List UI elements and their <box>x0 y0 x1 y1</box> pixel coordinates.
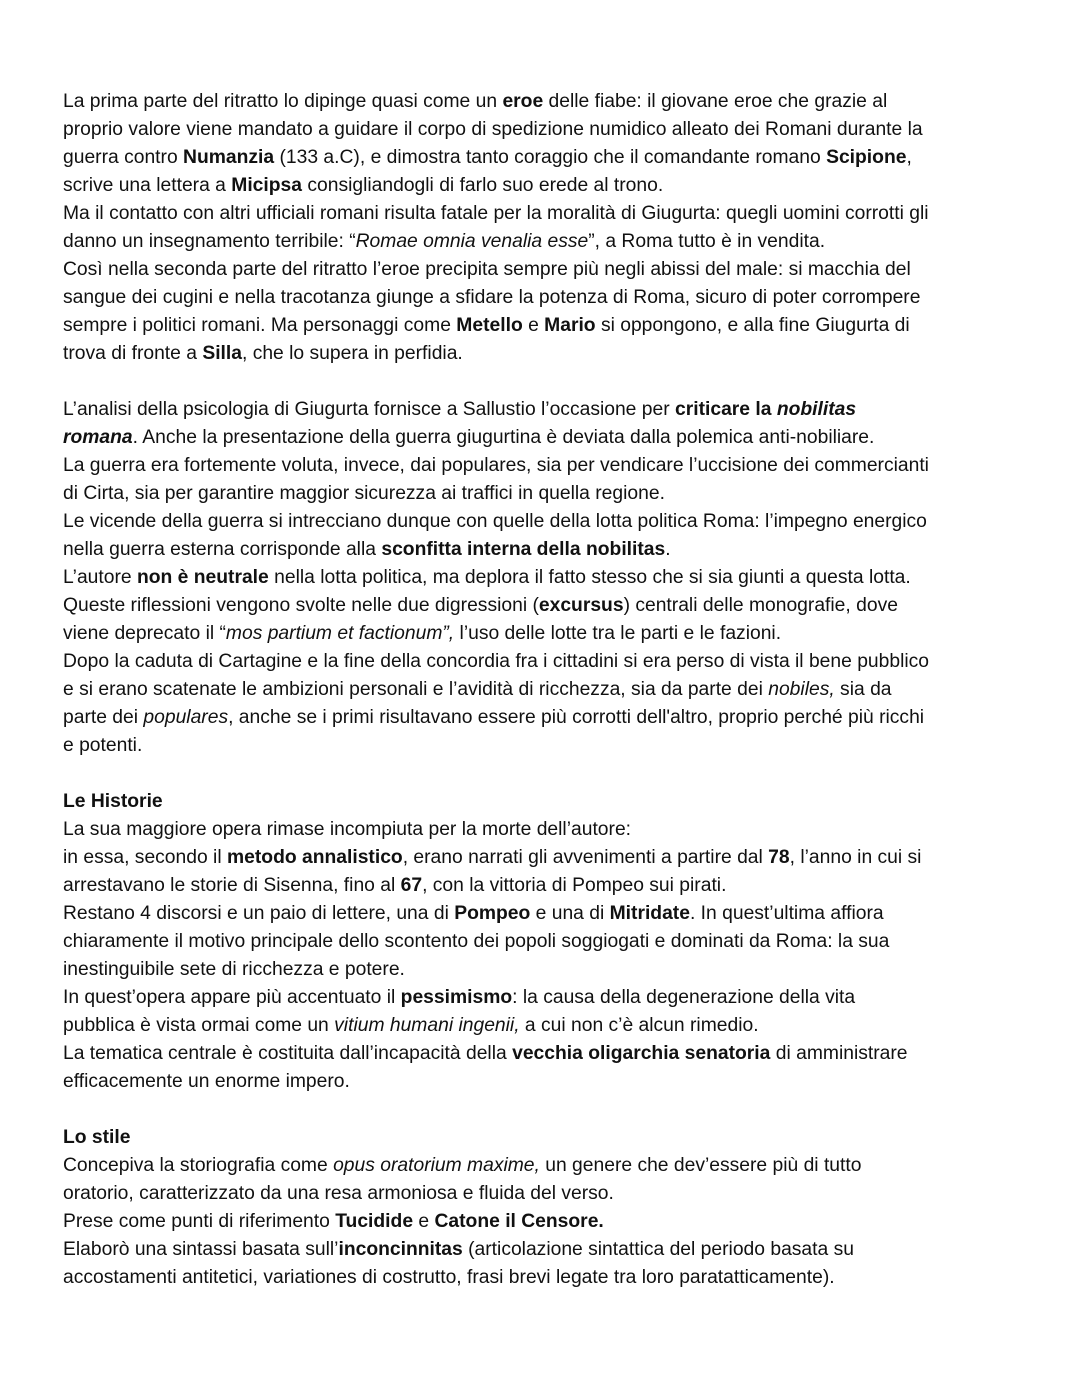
bold-text: excursus <box>538 595 624 616</box>
text-run: : la causa della degenerazione della vita <box>512 987 856 1008</box>
text-run: inestinguibile sete di ricchezza e potere. <box>63 959 405 980</box>
text-run: Ma il contatto con altri ufficiali romani risulta fatale per la moralità di Giugurta: quegli uomini corrotti gli <box>63 203 929 224</box>
text-run: pubblica è vista ormai come un <box>63 1015 335 1036</box>
text-run: , con la vittoria di Pompeo sui pirati. <box>422 875 727 896</box>
bold-text: 78 <box>768 847 790 868</box>
bold-text: criticare la <box>675 399 777 420</box>
text-run: l’uso delle lotte tra le parti e le fazioni. <box>454 623 782 644</box>
text-line <box>63 508 1023 536</box>
blank-line <box>63 368 1023 396</box>
text-run: (articolazione sintattica del periodo basata su <box>462 1239 854 1260</box>
text-run: delle fiabe: il giovane eroe che grazie al <box>543 91 888 112</box>
text-run: Così nella seconda parte del ritratto l’eroe precipita sempre più negli abissi del male: si macchia del <box>63 259 911 280</box>
text-run: consigliandogli di farlo suo erede al trono. <box>302 175 664 196</box>
text-line <box>63 480 1023 508</box>
bold-text: Numanzia <box>183 147 275 168</box>
text-line <box>63 1152 1023 1180</box>
text-run: Elaborò una sintassi basata sull’ <box>63 1239 339 1260</box>
text-run: L’autore <box>63 567 137 588</box>
bold-text: metodo annalistico <box>227 847 403 868</box>
text-run: e una di <box>530 903 610 924</box>
text-run: viene deprecato il “ <box>63 623 226 644</box>
text-run: e <box>413 1211 435 1232</box>
text-run: parte dei <box>63 707 144 728</box>
text-run: Dopo la caduta di Cartagine e la fine della concordia fra i cittadini si era perso di vista il bene pubblico <box>63 651 930 672</box>
text-run: proprio valore viene mandato a guidare il corpo di spedizione numidico alleato dei Romani durante la <box>63 119 923 140</box>
bold-text: Catone il Censore. <box>434 1211 604 1232</box>
text-run: di amministrare <box>770 1043 908 1064</box>
bold-text: Lo stile <box>63 1127 131 1148</box>
text-run: arrestavano le storie di Sisenna, fino al <box>63 875 401 896</box>
text-run: L’analisi della psicologia di Giugurta fornisce a Sallustio l’occasione per <box>63 399 675 420</box>
bold-text: non è neutrale <box>136 567 269 588</box>
text-line <box>63 312 1023 340</box>
text-run: ”, a Roma tutto è in vendita. <box>588 231 826 252</box>
text-line <box>63 956 1023 984</box>
italic-text: mos partium et factionum”, <box>225 623 455 644</box>
text-run: ) centrali delle monografie, dove <box>623 595 898 616</box>
bold-text: Metello <box>456 315 523 336</box>
text-run: nella guerra esterna corrisponde alla <box>63 539 382 560</box>
text-run: si oppongono, e alla fine Giugurta di <box>595 315 910 336</box>
bold-text: pessimismo <box>400 987 513 1008</box>
text-run: efficacemente un enorme impero. <box>63 1071 350 1092</box>
text-run: Prese come punti di riferimento <box>63 1211 336 1232</box>
bold-text: Scipione <box>826 147 907 168</box>
text-line <box>63 1236 1023 1264</box>
text-run: nella lotta politica, ma deplora il fatto stesso che si sia giunti a questa lotta. <box>268 567 911 588</box>
document-page <box>63 88 1023 1292</box>
bold-text: eroe <box>502 91 544 112</box>
italic-text: opus oratorium maxime, <box>333 1155 540 1176</box>
text-run: , l’anno in cui si <box>789 847 922 868</box>
text-run: , che lo supera in perfidia. <box>241 343 463 364</box>
bold-text: Pompeo <box>454 903 531 924</box>
text-line <box>63 564 1023 592</box>
text-run: , anche se i primi risultavano essere più corrotti dell'altro, proprio perché più ricchi <box>228 707 925 728</box>
text-run: Concepiva la storiografia come <box>63 1155 334 1176</box>
italic-text: vitium humani ingenii, <box>334 1015 520 1036</box>
bold-text: Le Historie <box>63 791 163 812</box>
text-line <box>63 144 1023 172</box>
text-run: trova di fronte a <box>63 343 203 364</box>
text-line <box>63 1264 1023 1292</box>
text-run: a cui non c’è alcun rimedio. <box>519 1015 759 1036</box>
bold-text: Silla <box>202 343 242 364</box>
text-line <box>63 1180 1023 1208</box>
text-line <box>63 88 1023 116</box>
text-line <box>63 1040 1023 1068</box>
blank-line <box>63 760 1023 788</box>
text-run: , <box>906 147 912 168</box>
text-run: di Cirta, sia per garantire maggior sicurezza ai traffici in quella regione. <box>63 483 665 504</box>
text-run: . <box>665 539 671 560</box>
italic-text: populares <box>143 707 229 728</box>
text-run: sangue dei cugini e nella tracotanza giunge a sfidare la potenza di Roma, sicuro di poter corrompere <box>63 287 921 308</box>
bold-text: vecchia oligarchia senatoria <box>512 1043 771 1064</box>
text-run: La prima parte del ritratto lo dipinge quasi come un <box>63 91 503 112</box>
text-line <box>63 676 1023 704</box>
text-line <box>63 1012 1023 1040</box>
text-run: chiaramente il motivo principale dello scontento dei popoli soggiogati e dominati da Roma: la sua <box>63 931 890 952</box>
text-run: guerra contro <box>63 147 184 168</box>
text-line <box>63 648 1023 676</box>
italic-text: Romae omnia venalia esse <box>355 231 589 252</box>
section-heading <box>63 1124 1023 1152</box>
text-run: La guerra era fortemente voluta, invece, dai populares, sia per vendicare l’uccisione dei commercianti <box>63 455 929 476</box>
text-line <box>63 200 1023 228</box>
text-run: , erano narrati gli avvenimenti a partire dal <box>402 847 769 868</box>
bold-italic-text: romana <box>63 427 133 448</box>
text-line <box>63 340 1023 368</box>
text-run: La tematica centrale è costituita dall’incapacità della <box>63 1043 513 1064</box>
text-run: Le vicende della guerra si intrecciano dunque con quelle della lotta politica Roma: l’impegno energico <box>63 511 927 532</box>
italic-text: nobiles, <box>768 679 835 700</box>
text-run: e <box>522 315 545 336</box>
bold-text: 67 <box>400 875 423 896</box>
text-run: . In quest’ultima affiora <box>689 903 884 924</box>
text-line <box>63 424 1023 452</box>
text-line <box>63 536 1023 564</box>
text-run: un genere che dev’essere più di tutto <box>539 1155 862 1176</box>
text-run: e si erano scatenate le ambizioni personali e l’avidità di ricchezza, sia da parte dei <box>63 679 769 700</box>
text-line <box>63 900 1023 928</box>
text-run: danno un insegnamento terribile: “ <box>63 231 356 252</box>
text-line <box>63 284 1023 312</box>
bold-italic-text: nobilitas <box>776 399 857 420</box>
text-line <box>63 732 1023 760</box>
bold-text: Tucidide <box>335 1211 414 1232</box>
text-run: accostamenti antitetici, variationes di costrutto, frasi brevi legate tra loro paratatticamente). <box>63 1267 835 1288</box>
text-line <box>63 592 1023 620</box>
bold-text: Mario <box>544 315 596 336</box>
text-line <box>63 116 1023 144</box>
text-line <box>63 872 1023 900</box>
text-run: Queste riflessioni vengono svolte nelle due digressioni ( <box>63 595 539 616</box>
text-run: sia da <box>834 679 892 700</box>
bold-text: sconfitta interna della nobilitas <box>381 539 666 560</box>
text-line <box>63 620 1023 648</box>
blank-line <box>63 1096 1023 1124</box>
text-line <box>63 228 1023 256</box>
text-line <box>63 928 1023 956</box>
text-run: In quest’opera appare più accentuato il <box>63 987 401 1008</box>
text-line <box>63 1068 1023 1096</box>
text-line <box>63 844 1023 872</box>
text-line <box>63 452 1023 480</box>
text-run: oratorio, caratterizzato da una resa armoniosa e fluida del verso. <box>63 1183 614 1204</box>
text-line <box>63 1208 1023 1236</box>
bold-text: inconcinnitas <box>338 1239 463 1260</box>
text-line <box>63 396 1023 424</box>
text-line <box>63 984 1023 1012</box>
text-run: Restano 4 discorsi e un paio di lettere, una di <box>63 903 455 924</box>
text-run: La sua maggiore opera rimase incompiuta per la morte dell’autore: <box>63 819 632 840</box>
text-run: . Anche la presentazione della guerra giugurtina è deviata dalla polemica anti-nobiliare. <box>132 427 875 448</box>
text-run: scrive una lettera a <box>63 175 232 196</box>
bold-text: Micipsa <box>231 175 302 196</box>
bold-text: Mitridate <box>609 903 690 924</box>
text-line <box>63 256 1023 284</box>
section-heading <box>63 788 1023 816</box>
text-run: (133 a.C), e dimostra tanto coraggio che il comandante romano <box>274 147 827 168</box>
text-line <box>63 704 1023 732</box>
text-run: sempre i politici romani. Ma personaggi come <box>63 315 457 336</box>
text-run: e potenti. <box>63 735 143 756</box>
text-run: in essa, secondo il <box>63 847 227 868</box>
text-line <box>63 816 1023 844</box>
text-line <box>63 172 1023 200</box>
